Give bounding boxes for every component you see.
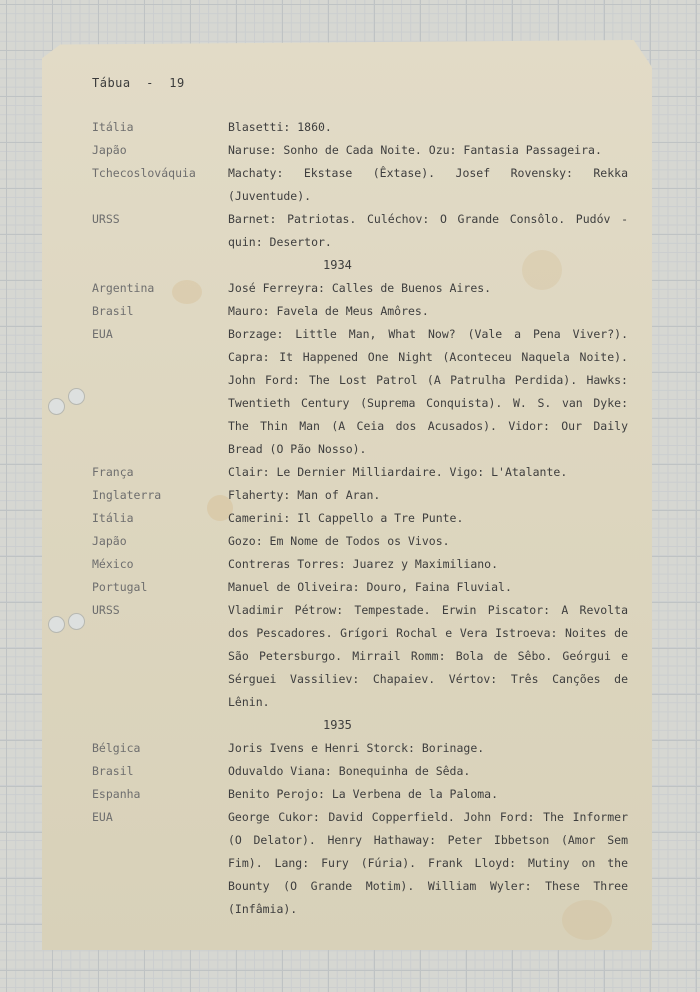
film-entry-text: Clair: Le Dernier Milliardaire. Vigo: L'Atalante. [228,465,568,479]
film-entry-text: George Cukor: David Copperfield. John Ford: The Informer (O Delator). Henry Hathaway: Peter Ibbetson (Amor Sem Fim). Lang: Fury (Fúria). Frank Lloyd: Mutiny on the Bounty (O Grande Motim). William Wyler: These Three (Infâmia). [228,810,628,916]
country-label: Brasil [92,764,134,778]
binder-hole [48,398,65,415]
film-entry-text: Contreras Torres: Juarez y Maximiliano. [228,557,499,571]
film-entry-text: Blasetti: 1860. [228,120,332,134]
film-entry-text: Mauro: Favela de Meus Amôres. [228,304,429,318]
film-entry-text: Manuel de Oliveira: Douro, Faina Fluvial. [228,580,512,594]
country-label: Japão [92,534,127,548]
film-entry-text: Camerini: Il Cappello a Tre Punte. [228,511,464,525]
film-entry-text: Borzage: Little Man, What Now? (Vale a Pena Viver?). Capra: It Happened One Night (Aconteceu Naquela Noite). John Ford: The Lost Patrol (A Patrulha Perdida). Hawks: Twentieth Century (Suprema Conquista). W. S. van Dyke: The Thin Man (A Ceia dos Acusados). Vidor: Our Daily Bread (O Pão Nosso). [228,327,628,456]
country-label: EUA [92,327,113,341]
country-label: Itália [92,511,134,525]
country-label: Bélgica [92,741,141,755]
binder-hole [68,613,85,630]
film-entry-text: Benito Perojo: La Verbena de la Paloma. [228,787,499,801]
film-entry-text: Barnet: Patriotas. Culéchov: O Grande Consôlo. Pudóv - quin: Desertor. [228,212,628,249]
country-label: Argentina [92,281,155,295]
film-entry-text: Vladimir Pétrow: Tempestade. Erwin Piscator: A Revolta dos Pescadores. Grígori Rochal e Vera Istroeva: Noites de São Petersburgo. Mirrail Romm: Bola de Sêbo. Geórgui e Sérguei Vassiliev: Chapaiev. Vértov: Três Canções de Lênin. [228,603,628,709]
country-label: Portugal [92,580,148,594]
film-entry-text: Machaty: Ekstase (Êxtase). Josef Rovensky: Rekka (Juventude). [228,166,628,203]
film-entry-text: Oduvaldo Viana: Bonequinha de Sêda. [228,764,471,778]
page-header: Tábua - 19 [92,76,185,90]
binder-hole [48,616,65,633]
country-label: Itália [92,120,134,134]
country-label: EUA [92,810,113,824]
binder-hole [68,388,85,405]
film-entry-text: Flaherty: Man of Aran. [228,488,381,502]
year-heading: 1934 [323,258,352,272]
country-label: Tchecoslováquia [92,166,196,180]
country-label: México [92,557,134,571]
country-label: Inglaterra [92,488,162,502]
country-label: URSS [92,212,120,226]
film-entry-text: José Ferreyra: Calles de Buenos Aires. [228,281,492,295]
country-label: URSS [92,603,120,617]
film-entry-text: Joris Ivens e Henri Storck: Borinage. [228,741,485,755]
country-label: Espanha [92,787,141,801]
country-label: Brasil [92,304,134,318]
paper-stain [172,280,202,304]
country-label: Japão [92,143,127,157]
year-heading: 1935 [323,718,352,732]
film-entry-text: Gozo: Em Nome de Todos os Vivos. [228,534,450,548]
country-label: França [92,465,134,479]
film-entry-text: Naruse: Sonho de Cada Noite. Ozu: Fantasia Passageira. [228,143,602,157]
